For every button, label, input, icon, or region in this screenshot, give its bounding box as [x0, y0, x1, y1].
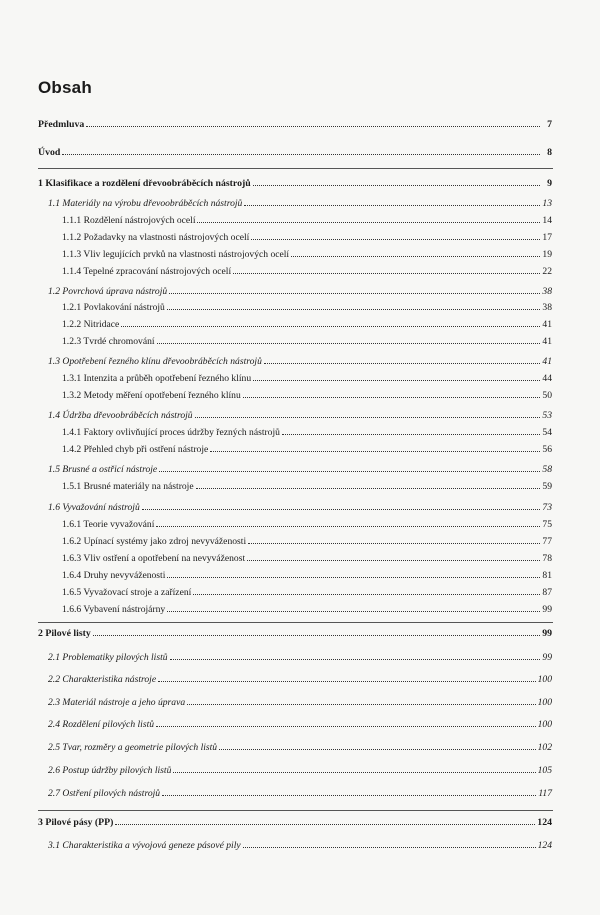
toc-entry[interactable] [48, 839, 552, 852]
dot-leader [243, 839, 536, 848]
dot-leader [243, 389, 540, 398]
toc-entry-label: 1.6.2 Upínací systémy jako zdroj nevyváženosti [62, 536, 247, 547]
dot-leader [210, 443, 540, 452]
dot-leader [115, 816, 535, 825]
toc-entry[interactable] [62, 335, 552, 348]
toc-entry[interactable] [48, 718, 552, 731]
toc-entry-page-number: 19 [542, 249, 552, 260]
toc-entry-page-number: 102 [537, 742, 552, 753]
toc-entry[interactable] [62, 426, 552, 439]
toc-entry-label: 2.1 Problematiky pilových listů [48, 652, 168, 663]
toc-entry-page-number: 124 [537, 817, 552, 828]
toc-entry[interactable] [48, 197, 552, 210]
dot-leader [159, 463, 540, 472]
toc-entry[interactable] [62, 318, 552, 331]
toc-entry[interactable] [38, 627, 552, 640]
toc-entry-label: 1.5.1 Brusné materiály na nástroje [62, 481, 194, 492]
toc-entry-label: 1.6 Vyvažování nástrojů [48, 502, 140, 513]
toc-entry-label: 1.5 Brusné a ostřicí nástroje [48, 464, 158, 475]
toc-entry-page-number: 99 [542, 652, 552, 663]
toc-entry-label: 1.1 Materiály na výrobu dřevoobráběcích nástrojů [48, 198, 243, 209]
toc-entry-label: 2.2 Charakteristika nástroje [48, 674, 157, 685]
toc-entry[interactable] [48, 501, 552, 514]
toc-entry-page-number: 77 [542, 536, 552, 547]
toc-entry[interactable] [48, 741, 552, 754]
toc-entry-label: 1.3 Opotřebení řezného klínu dřevoobráběcích nástrojů [48, 356, 262, 367]
toc-entry[interactable] [38, 118, 552, 131]
toc-entry-page-number: 17 [542, 232, 552, 243]
toc-entry-label: 2 Pilové listy [38, 628, 91, 639]
toc-entry-label: Úvod [38, 147, 61, 158]
toc-entry-label: 2.4 Rozdělení pilových listů [48, 719, 155, 730]
toc-entry-label: 1.4.2 Přehled chyb při ostření nástroje [62, 444, 209, 455]
toc-entry-label: 1.2.1 Povlakování nástrojů [62, 302, 165, 313]
toc-entry[interactable] [62, 586, 552, 599]
toc-entry[interactable] [62, 231, 552, 244]
dot-leader [248, 535, 540, 544]
toc-entry-label: 1.1.1 Rozdělení nástrojových ocelí [62, 215, 196, 226]
toc-entry-page-number: 99 [542, 628, 552, 639]
dot-leader [197, 214, 540, 223]
toc-entry[interactable] [38, 146, 552, 159]
toc-entry[interactable] [62, 389, 552, 402]
toc-entry-label: 1 Klasifikace a rozdělení dřevoobráběcích nástrojů [38, 178, 251, 189]
toc-entry-label: 1.6.6 Vybavení nástrojárny [62, 604, 166, 615]
toc-entry[interactable] [62, 552, 552, 565]
toc-entry-label: 1.3.2 Metody měření opotřebení řezného klínu [62, 390, 241, 401]
toc-entry-label: Předmluva [38, 119, 85, 130]
dot-leader [121, 318, 540, 327]
dot-leader [173, 764, 535, 773]
toc-entry-label: 1.6.3 Vliv ostření a opotřebení na nevyváženost [62, 553, 246, 564]
toc-entry-page-number: 41 [542, 336, 552, 347]
toc-entry-label: 1.6.1 Teorie vyvažování [62, 519, 155, 530]
toc-entry[interactable] [62, 214, 552, 227]
toc-entry-page-number: 81 [542, 570, 552, 581]
dot-leader [169, 285, 540, 294]
toc-entry[interactable] [62, 603, 552, 616]
toc-entry-page-number: 9 [547, 178, 552, 189]
toc-entry-label: 1.6.5 Vyvažovací stroje a zařízení [62, 587, 192, 598]
dot-leader [247, 552, 540, 561]
toc-entry-label: 1.2.3 Tvrdé chromování [62, 336, 155, 347]
toc-entry[interactable] [62, 569, 552, 582]
dot-leader [291, 248, 540, 257]
toc-entry[interactable] [62, 248, 552, 261]
toc-entry-page-number: 99 [542, 604, 552, 615]
toc-entry-label: 1.2 Povrchová úprava nástrojů [48, 286, 168, 297]
dot-leader [253, 177, 540, 186]
toc-entry-page-number: 41 [542, 319, 552, 330]
toc-entry-page-number: 54 [542, 427, 552, 438]
page-title: Obsah [38, 78, 92, 97]
toc-entry-page-number: 105 [537, 765, 552, 776]
dot-leader [244, 197, 540, 206]
toc-entry-page-number: 100 [537, 697, 552, 708]
dot-leader [187, 696, 535, 705]
toc-entry-page-number: 14 [542, 215, 552, 226]
toc-entry-label: 1.1.2 Požadavky na vlastnosti nástrojových ocelí [62, 232, 250, 243]
dot-leader [195, 409, 540, 418]
dot-leader [93, 627, 540, 636]
toc-entry-page-number: 22 [542, 266, 552, 277]
dot-leader [157, 335, 540, 344]
toc-entry-page-number: 59 [542, 481, 552, 492]
toc-entry-page-number: 7 [547, 119, 552, 130]
dot-leader [196, 480, 540, 489]
divider [38, 622, 553, 623]
toc-entry-label: 2.6 Postup údržby pilových listů [48, 765, 172, 776]
toc-entry-label: 2.5 Tvar, rozměry a geometrie pilových listů [48, 742, 218, 753]
toc-entry-page-number: 44 [542, 373, 552, 384]
dot-leader [264, 355, 540, 364]
toc-entry[interactable] [48, 787, 552, 800]
toc-entry[interactable] [48, 696, 552, 709]
toc-entry[interactable] [62, 480, 552, 493]
toc-entry[interactable] [62, 443, 552, 456]
toc-entry-label: 1.3.1 Intenzita a průběh opotřebení řezného klínu [62, 373, 252, 384]
dot-leader [253, 372, 540, 381]
toc-entry-label: 1.2.2 Nitridace [62, 319, 120, 330]
toc-entry-label: 2.3 Materiál nástroje a jeho úprava [48, 697, 186, 708]
dot-leader [167, 569, 540, 578]
toc-entry-label: 1.4.1 Faktory ovlivňující proces údržby řezných nástrojů [62, 427, 280, 438]
dot-leader [156, 718, 536, 727]
toc-entry-page-number: 50 [542, 390, 552, 401]
toc-entry-label: 1.1.3 Vliv legujících prvků na vlastnosti nástrojových ocelí [62, 249, 290, 260]
toc-entry[interactable] [62, 518, 552, 531]
toc-entry-page-number: 73 [542, 502, 552, 513]
dot-leader [251, 231, 540, 240]
toc-entry-page-number: 87 [542, 587, 552, 598]
toc-entry-page-number: 8 [547, 147, 552, 158]
dot-leader [142, 501, 540, 510]
toc-entry-label: 1.4 Údržba dřevoobráběcích nástrojů [48, 410, 193, 421]
toc-entry[interactable] [62, 265, 552, 278]
toc-entry[interactable] [48, 673, 552, 686]
toc-entry[interactable] [48, 463, 552, 476]
toc-entry-page-number: 78 [542, 553, 552, 564]
toc-entry[interactable] [62, 372, 552, 385]
toc-entry[interactable] [48, 355, 552, 368]
toc-entry-page-number: 13 [542, 198, 552, 209]
dot-leader [170, 651, 540, 660]
toc-entry-label: 1.1.4 Tepelné zpracování nástrojových ocelí [62, 266, 232, 277]
toc-entry-page-number: 100 [537, 719, 552, 730]
dot-leader [86, 118, 540, 127]
toc-entry[interactable] [48, 651, 552, 664]
toc-entry-label: 3.1 Charakteristika a vývojová geneze pásové pily [48, 840, 241, 851]
toc-entry[interactable] [48, 409, 552, 422]
toc-entry-page-number: 117 [538, 788, 552, 799]
toc-entry-page-number: 56 [542, 444, 552, 455]
toc-entry[interactable] [48, 764, 552, 777]
dot-leader [233, 265, 540, 274]
divider [38, 168, 553, 169]
toc-entry-page-number: 58 [542, 464, 552, 475]
toc-entry[interactable] [62, 301, 552, 314]
toc-entry[interactable] [48, 285, 552, 298]
toc-entry-label: 2.7 Ostření pilových nástrojů [48, 788, 161, 799]
dot-leader [219, 741, 536, 750]
toc-entry[interactable] [38, 816, 552, 829]
divider [38, 810, 553, 811]
dot-leader [282, 426, 540, 435]
toc-entry-label: 1.6.4 Druhy nevyváženosti [62, 570, 166, 581]
dot-leader [62, 146, 540, 155]
toc-entry[interactable] [38, 177, 552, 190]
toc-entry-page-number: 53 [542, 410, 552, 421]
toc-entry-page-number: 38 [542, 302, 552, 313]
toc-entry-page-number: 75 [542, 519, 552, 530]
toc-entry-page-number: 124 [537, 840, 552, 851]
dot-leader [158, 673, 536, 682]
dot-leader [167, 603, 540, 612]
toc-entry-page-number: 38 [542, 286, 552, 297]
dot-leader [156, 518, 540, 527]
dot-leader [167, 301, 540, 310]
dot-leader [193, 586, 540, 595]
toc-entry-label: 3 Pilové pásy (PP) [38, 817, 114, 828]
toc-entry[interactable] [62, 535, 552, 548]
toc-entry-page-number: 100 [537, 674, 552, 685]
dot-leader [162, 787, 536, 796]
toc-entry-page-number: 41 [542, 356, 552, 367]
